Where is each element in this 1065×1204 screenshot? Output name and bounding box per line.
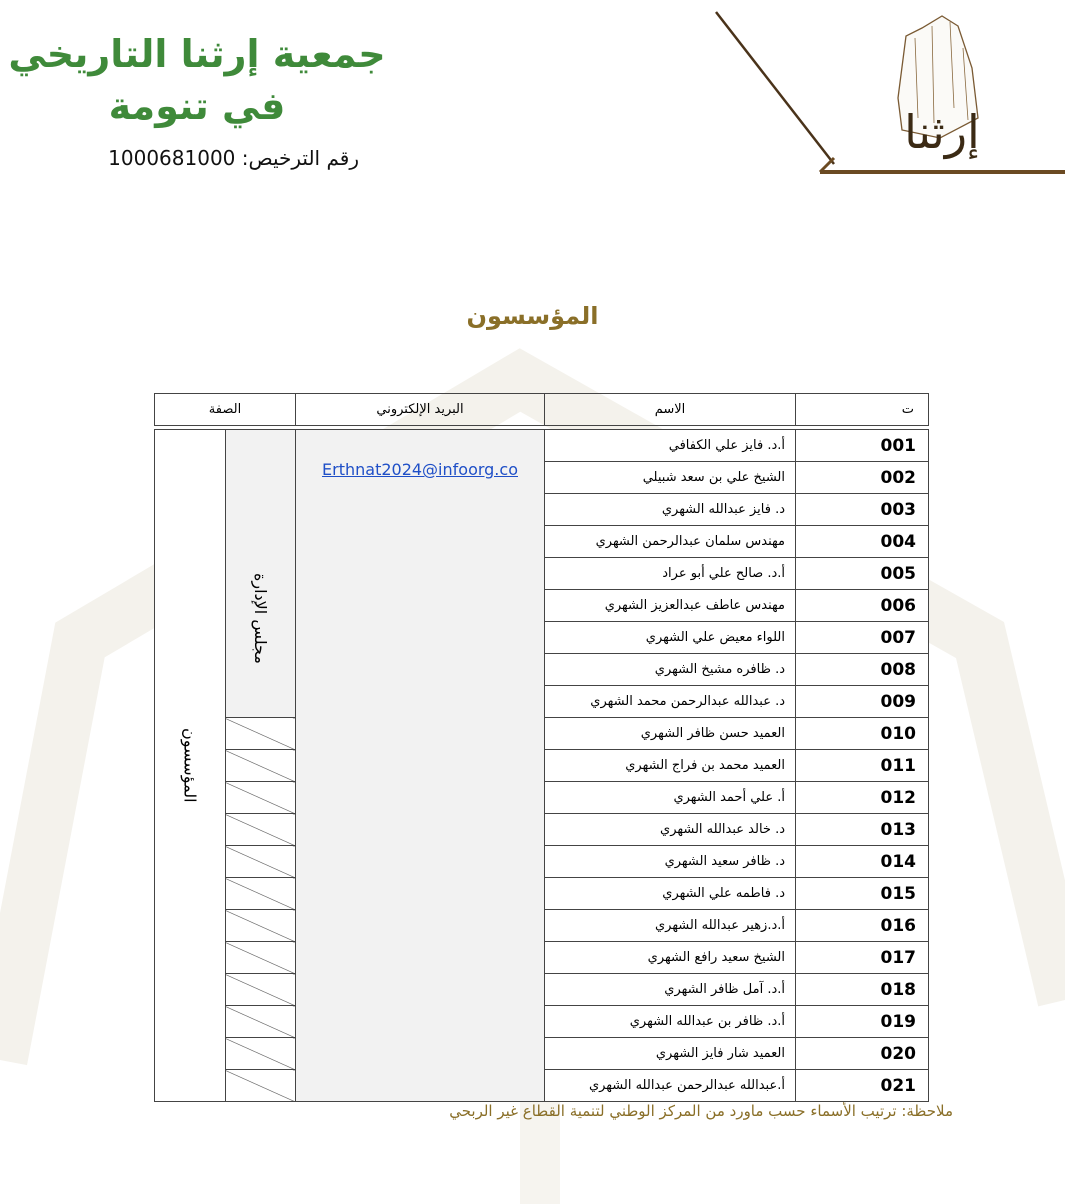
row-name: أ.د.زهير عبدالله الشهري — [545, 910, 796, 942]
empty-cell — [225, 878, 296, 910]
row-number: 006 — [796, 590, 929, 622]
row-name: أ.د. فايز علي الكفافي — [545, 430, 796, 462]
row-name: د. فاطمه علي الشهري — [545, 878, 796, 910]
row-name: مهندس عاطف عبدالعزيز الشهري — [545, 590, 796, 622]
row-number: 004 — [796, 526, 929, 558]
org-name-line2: في تنومة — [108, 84, 286, 128]
header-email: البريد الإلكتروني — [296, 394, 545, 426]
founders-table — [154, 393, 929, 1102]
license-number: 1000681000 — [108, 146, 236, 170]
license-info — [108, 146, 359, 170]
row-number: 002 — [796, 462, 929, 494]
row-number: 011 — [796, 750, 929, 782]
row-name: د. خالد عبدالله الشهري — [545, 814, 796, 846]
empty-cell — [225, 750, 296, 782]
empty-cell — [225, 942, 296, 974]
row-name: د. ظافر سعيد الشهري — [545, 846, 796, 878]
logo-text: إرثنا — [904, 105, 980, 159]
row-number: 007 — [796, 622, 929, 654]
row-name: د. فايز عبدالله الشهري — [545, 494, 796, 526]
board-cell — [225, 430, 296, 718]
row-name: مهندس سلمان عبدالرحمن الشهري — [545, 526, 796, 558]
row-name: الشيخ سعيد رافع الشهري — [545, 942, 796, 974]
row-number: 016 — [796, 910, 929, 942]
row-number: 020 — [796, 1038, 929, 1070]
row-number: 021 — [796, 1070, 929, 1102]
table-header-row — [155, 394, 929, 426]
row-name: الشيخ علي بن سعد شبيلي — [545, 462, 796, 494]
email-link[interactable]: Erthnat2024@infoorg.co — [322, 460, 518, 479]
empty-cell — [225, 1038, 296, 1070]
row-name: العميد حسن ظافر الشهري — [545, 718, 796, 750]
row-number: 008 — [796, 654, 929, 686]
row-number: 013 — [796, 814, 929, 846]
row-number: 014 — [796, 846, 929, 878]
empty-cell — [225, 846, 296, 878]
row-number: 019 — [796, 1006, 929, 1038]
org-logo — [710, 8, 1065, 178]
row-name: اللواء معيض علي الشهري — [545, 622, 796, 654]
row-number: 012 — [796, 782, 929, 814]
board-label: مجلس الإدارة — [250, 573, 270, 664]
row-name: أ.د. آمل ظافر الشهري — [545, 974, 796, 1006]
row-number: 005 — [796, 558, 929, 590]
row-name: أ.د. ظافر بن عبدالله الشهري — [545, 1006, 796, 1038]
header-name: الاسم — [545, 394, 796, 426]
empty-cell — [225, 814, 296, 846]
row-name: أ.د. صالح علي أبو عراد — [545, 558, 796, 590]
footnote: ملاحظة: ترتيب الأسماء حسب ماورد من المركز الوطني لتنمية القطاع غير الربحي — [449, 1102, 953, 1120]
page-title: المؤسسون — [466, 302, 599, 330]
row-number: 003 — [796, 494, 929, 526]
email-cell — [296, 430, 545, 1102]
row-name: أ. علي أحمد الشهري — [545, 782, 796, 814]
license-label: رقم الترخيص: — [241, 146, 359, 170]
row-number: 010 — [796, 718, 929, 750]
empty-cell — [225, 1006, 296, 1038]
table-row — [155, 430, 929, 462]
row-name: د. عبدالله عبدالرحمن محمد الشهري — [545, 686, 796, 718]
empty-cell — [225, 782, 296, 814]
row-name: العميد شار فايز الشهري — [545, 1038, 796, 1070]
header-role: الصفة — [155, 394, 296, 426]
org-name-line1: جمعية إرثنا التاريخي — [8, 32, 386, 76]
row-number: 017 — [796, 942, 929, 974]
row-name: أ.عبدالله عبدالرحمن عبدالله الشهري — [545, 1070, 796, 1102]
empty-cell — [225, 910, 296, 942]
row-name: د. ظافره مشيخ الشهري — [545, 654, 796, 686]
header-number: ت — [796, 394, 929, 426]
role-label: المؤسسون — [180, 728, 200, 803]
empty-cell — [225, 718, 296, 750]
row-name: العميد محمد بن فراج الشهري — [545, 750, 796, 782]
row-number: 001 — [796, 430, 929, 462]
empty-cell — [225, 1070, 296, 1102]
empty-cell — [225, 974, 296, 1006]
row-number: 009 — [796, 686, 929, 718]
row-number: 018 — [796, 974, 929, 1006]
row-number: 015 — [796, 878, 929, 910]
role-cell — [155, 430, 226, 1102]
